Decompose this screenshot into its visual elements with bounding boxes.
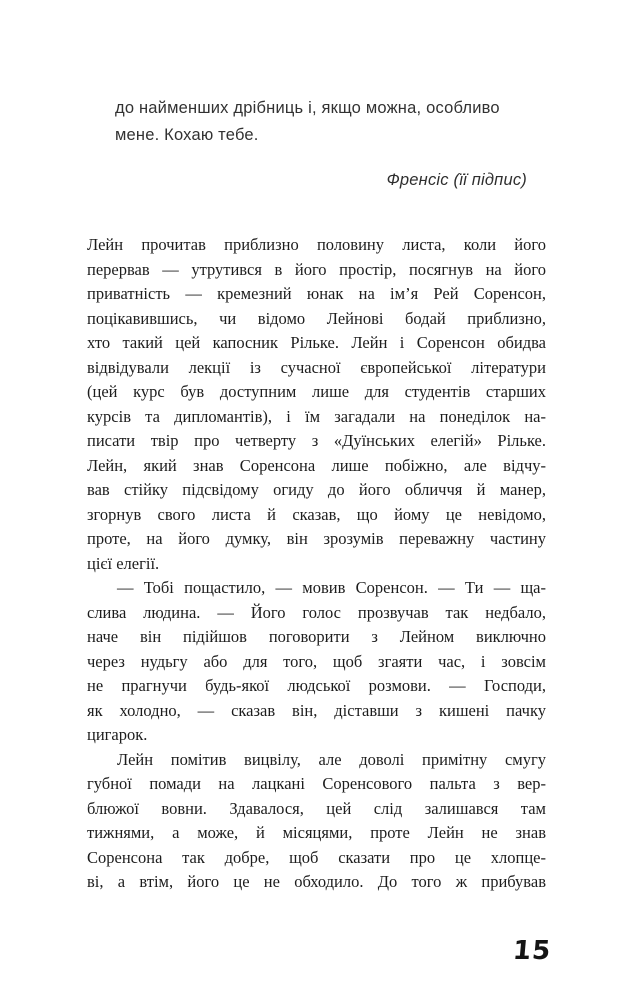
body-line: Лейн помітив вицвілу, але доволі примітну смугу — [117, 749, 546, 769]
body-line: не прагнучи будь-якої людської розмови. — Господи, — [87, 676, 546, 695]
body-line: відвідували лекції із сучасної європейської літератури — [87, 357, 546, 377]
body-line: проте, на його думку, він зрозумів переважну частину — [87, 529, 546, 548]
letter-signature: Френсіс (її підпис) — [386, 171, 527, 189]
body-paragraph — [87, 233, 546, 576]
letter-excerpt — [115, 95, 527, 194]
body-line: курсів та дипломантів), і їм загадали на понеділок на- — [87, 406, 546, 426]
body-line: тижнями, а може, й місяцями, проте Лейн не знав — [87, 823, 546, 842]
body-line: блюжої вовни. Здавалося, цей слід залишався там — [87, 798, 546, 818]
body-line: приватність — кремезний юнак на ім’я Рей Соренсон, — [87, 284, 546, 303]
body-line: (цей курс був доступним лише для студентів старших — [87, 382, 546, 401]
body-line: перервав — утрутився в його простір, посягнув на його — [87, 259, 546, 279]
body-line: губної помади на лацкані Соренсового пальта з вер- — [87, 774, 546, 793]
body-line: наче він підійшов поговорити з Лейном виключно — [87, 627, 546, 646]
body-line: як холодно, — сказав він, діставши з кишені пачку — [87, 700, 546, 720]
body-line: вав стійку підсвідому огиду до його обличчя й манер, — [87, 480, 546, 499]
body-line: через нудьгу або для того, щоб згаяти час, і зовсім — [87, 651, 546, 671]
body-line: слива людина. — Його голос прозвучав так недбало, — [87, 602, 546, 622]
body-line: писати твір про четверту з «Дуїнських елегій» Рільке. — [87, 431, 546, 450]
body-line: поцікавившись, чи відомо Лейнові бодай приблизно, — [87, 308, 546, 328]
body-line: Лейн прочитав приблизно половину листа, коли його — [87, 235, 546, 254]
body-line: хто такий цей капосник Рільке. Лейн і Соренсон обидва — [87, 333, 546, 352]
body-line: Лейн, який знав Соренсона лише побіжно, але відчу- — [87, 455, 546, 475]
body-line: згорнув свого листа й сказав, що йому це невідомо, — [87, 504, 546, 524]
body-paragraph — [87, 748, 546, 895]
body-line: цієї елегії. — [87, 553, 160, 573]
letter-text-line: мене. Кохаю тебе. — [115, 125, 259, 144]
body-paragraph — [87, 576, 546, 748]
body-line: Соренсона так добре, щоб сказати про це хлопце- — [87, 847, 546, 867]
body-line: — Тобі пощастило, — мовив Соренсон. — Ти — ща- — [117, 578, 546, 597]
letter-text-line: до найменших дрібниць і, якщо можна, особливо — [115, 99, 500, 117]
body-text — [87, 233, 546, 895]
body-line: ві, а втім, його це не обходило. До того ж прибував — [87, 872, 546, 891]
page-number: 15 — [511, 936, 553, 966]
body-line: цигарок. — [87, 725, 148, 744]
